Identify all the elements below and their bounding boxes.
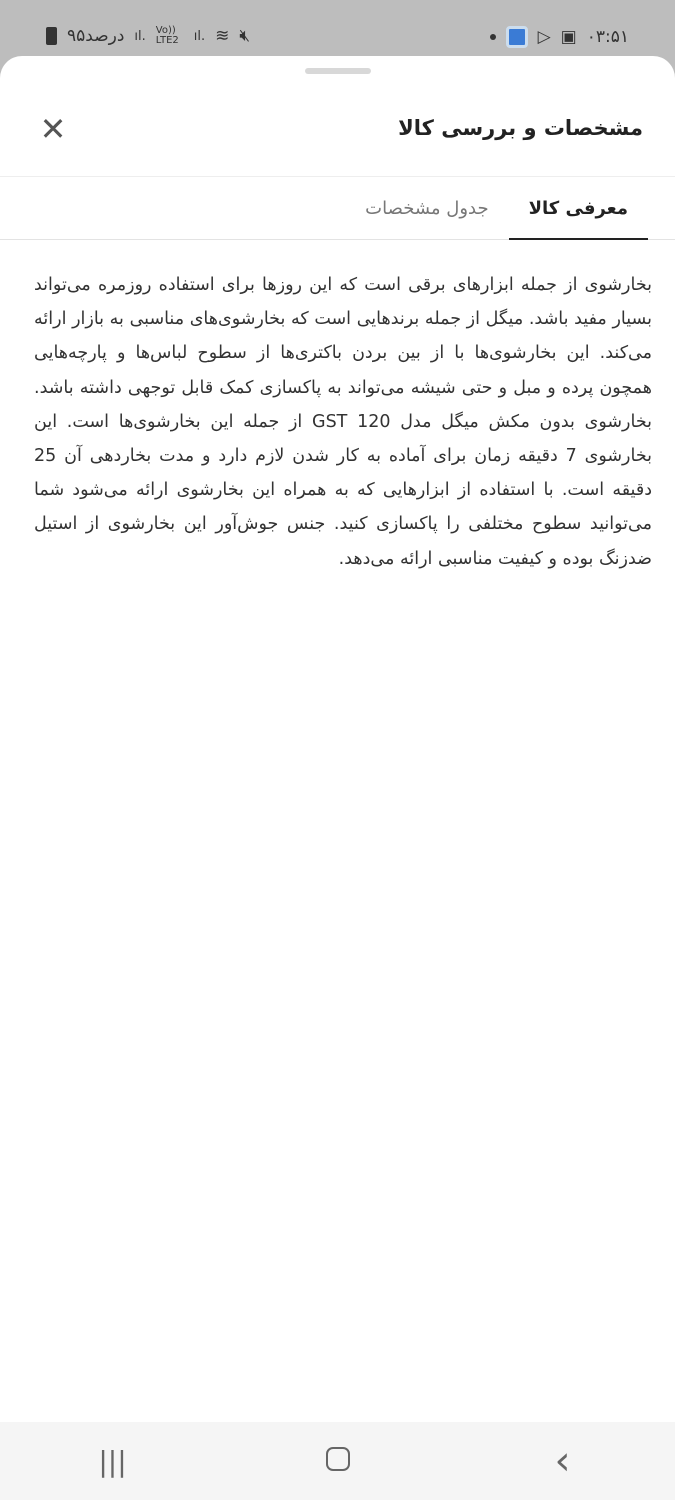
gallery-icon: ▣ [560, 27, 577, 47]
close-icon[interactable]: ✕ [39, 110, 67, 148]
play-store-icon: ▷ [537, 27, 551, 47]
recents-button[interactable]: ||| [98, 1444, 127, 1478]
status-bar [0, 0, 675, 56]
tab-product-intro[interactable]: معرفی کالا [509, 177, 648, 240]
drag-handle[interactable] [305, 68, 371, 74]
home-button[interactable] [298, 1445, 378, 1478]
mute-icon: 🔇︎ [239, 26, 251, 46]
battery-level: ۹۵درصد [67, 26, 125, 46]
signal-icon: ıl. [193, 28, 206, 44]
signal-icon: ıl. [134, 28, 146, 44]
network-type: Vo)) LTE2 [155, 25, 179, 46]
tab-bar [0, 176, 675, 240]
system-nav-bar [0, 1422, 675, 1500]
product-description: بخارشوی از جمله ابزارهای برقی است که این روزها برای استفاده روزمره می‌تواند بسیار مفید باشد. میگل از جمله برندهایی است که بخارشوی‌های مناسبی به بازار ارائه می‌کند. این بخارشوی‌ها با از بین بردن باکتری‌ها از سطوح لباس‌ها و پارچه‌هایی همچون پرده و مبل و حتی شیشه می‌تواند به پاکسازی کمک قابل توجهی داشته باشد. بخارشوی بدون مکش میگل مدل GST 120 از جمله این بخارشوی‌ها است. این بخارشوی 7 دقیقه زمان برای آماده به کار شدن لازم دارد و مدت بخاردهی آن 25 دقیقه است. با استفاده از ابزارهایی که به همراه این بخارشوی ارائه می‌شود شما می‌توانید سطوح مختلفی را پاکسازی کنید. جنس جوش‌آور این بخارشوی از استیل ضدزنگ بوده و کیفیت مناسبی ارائه می‌دهد. [34, 275, 652, 569]
home-icon [326, 1447, 350, 1471]
back-button[interactable]: ‹ [554, 1438, 571, 1484]
sheet-title: مشخصات و بررسی کالا [398, 116, 643, 140]
wifi-icon: ≋ [215, 26, 230, 46]
sheet-header [0, 96, 675, 176]
notification-dot-icon [490, 34, 496, 40]
tab-specifications[interactable]: جدول مشخصات [365, 198, 489, 219]
qr-app-icon [506, 26, 528, 48]
clock: ۰۳:۵۱ [586, 27, 629, 47]
battery-icon [46, 27, 57, 45]
bottom-sheet [0, 56, 675, 1422]
